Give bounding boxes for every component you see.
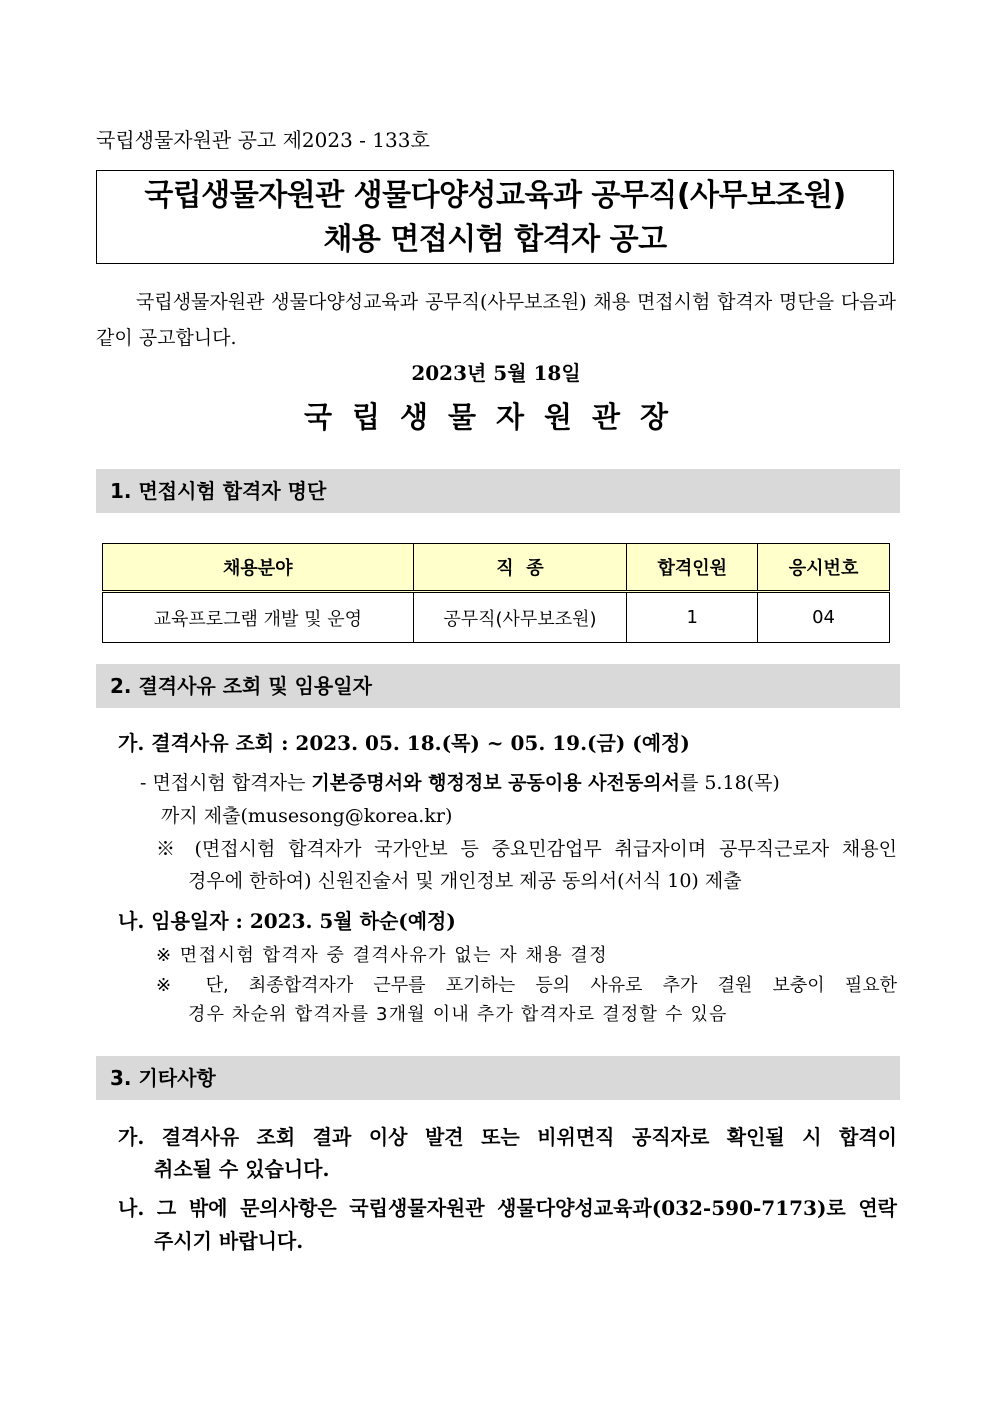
security-note-line-1: ※ (면접시험 합격자가 국가안보 등 중요민감업무 취급자이며 공무직근로자 채용인 xyxy=(156,838,897,860)
issuer-name: 국립생물자원관장 xyxy=(303,400,689,434)
passer-table xyxy=(102,543,890,643)
submission-detail-line-2: 까지 제출(musesong@korea.kr) xyxy=(161,805,453,827)
submission-detail-suffix: 를 5.18(목) xyxy=(679,772,780,794)
other-item-b-line-2: 주시기 바랍니다. xyxy=(154,1229,304,1253)
section-2-heading: 2. 결격사유 조회 및 임용일자 xyxy=(96,664,900,708)
submission-detail-prefix: - 면접시험 합격자는 xyxy=(140,772,312,794)
submission-detail-line-1 xyxy=(140,768,780,795)
other-item-a-line-2: 취소될 수 있습니다. xyxy=(154,1157,330,1181)
cell-exam-number: 04 xyxy=(758,592,890,643)
title-line-1: 국립생물자원관 생물다양성교육과 공무직(사무보조원) xyxy=(144,178,846,213)
submission-detail-documents: 기본증명서와 행정정보 공동이용 사전동의서 xyxy=(311,772,680,794)
appointment-date-item: 나. 임용일자 : 2023. 5월 하순(예정) xyxy=(118,909,456,933)
header-exam-number: 응시번호 xyxy=(758,544,890,592)
disqualification-check-item: 가. 결격사유 조회 : 2023. 05. 18.(목) ~ 05. 19.(금) (예정) xyxy=(118,731,690,755)
notice-number: 국립생물자원관 공고 제2023 - 133호 xyxy=(96,128,430,152)
cell-pass-count: 1 xyxy=(627,592,758,643)
intro-paragraph: 국립생물자원관 생물다양성교육과 공무직(사무보조원) 채용 면접시험 합격자 명단을 다음과 같이 공고합니다. xyxy=(96,291,896,349)
appointment-note-2-line-2: 경우 차순위 합격자를 3개월 이내 추가 합격자로 결정할 수 있음 xyxy=(188,1004,728,1025)
announcement-date: 2023년 5월 18일 xyxy=(411,361,581,385)
table-row xyxy=(103,592,890,643)
header-field: 채용분야 xyxy=(103,544,414,592)
appointment-note-2-line-1: ※ 단, 최종합격자가 근무를 포기하는 등의 사유로 추가 결원 보충이 필요한 xyxy=(156,975,897,996)
cell-job-type: 공무직(사무보조원) xyxy=(413,592,627,643)
section-1-heading: 1. 면접시험 합격자 명단 xyxy=(96,469,900,513)
cell-field: 교육프로그램 개발 및 운영 xyxy=(103,592,414,643)
other-item-b-line-1: 나. 그 밖에 문의사항은 국립생물자원관 생물다양성교육과(032-590-7173)로 연락 xyxy=(118,1196,897,1220)
header-pass-count: 합격인원 xyxy=(627,544,758,592)
security-note-line-2: 경우에 한하여) 신원진술서 및 개인정보 제공 동의서(서식 10) 제출 xyxy=(188,870,742,892)
title-line-2: 채용 면접시험 합격자 공고 xyxy=(323,222,667,257)
other-item-a-line-1: 가. 결격사유 조회 결과 이상 발견 또는 비위면직 공직자로 확인될 시 합격이 xyxy=(118,1125,897,1149)
appointment-note-1: ※ 면접시험 합격자 중 결격사유가 없는 자 채용 결정 xyxy=(156,945,609,966)
header-job-type: 직 종 xyxy=(413,544,627,592)
section-3-heading: 3. 기타사항 xyxy=(96,1056,900,1100)
table-header-row xyxy=(103,544,890,592)
title-box xyxy=(96,170,894,264)
